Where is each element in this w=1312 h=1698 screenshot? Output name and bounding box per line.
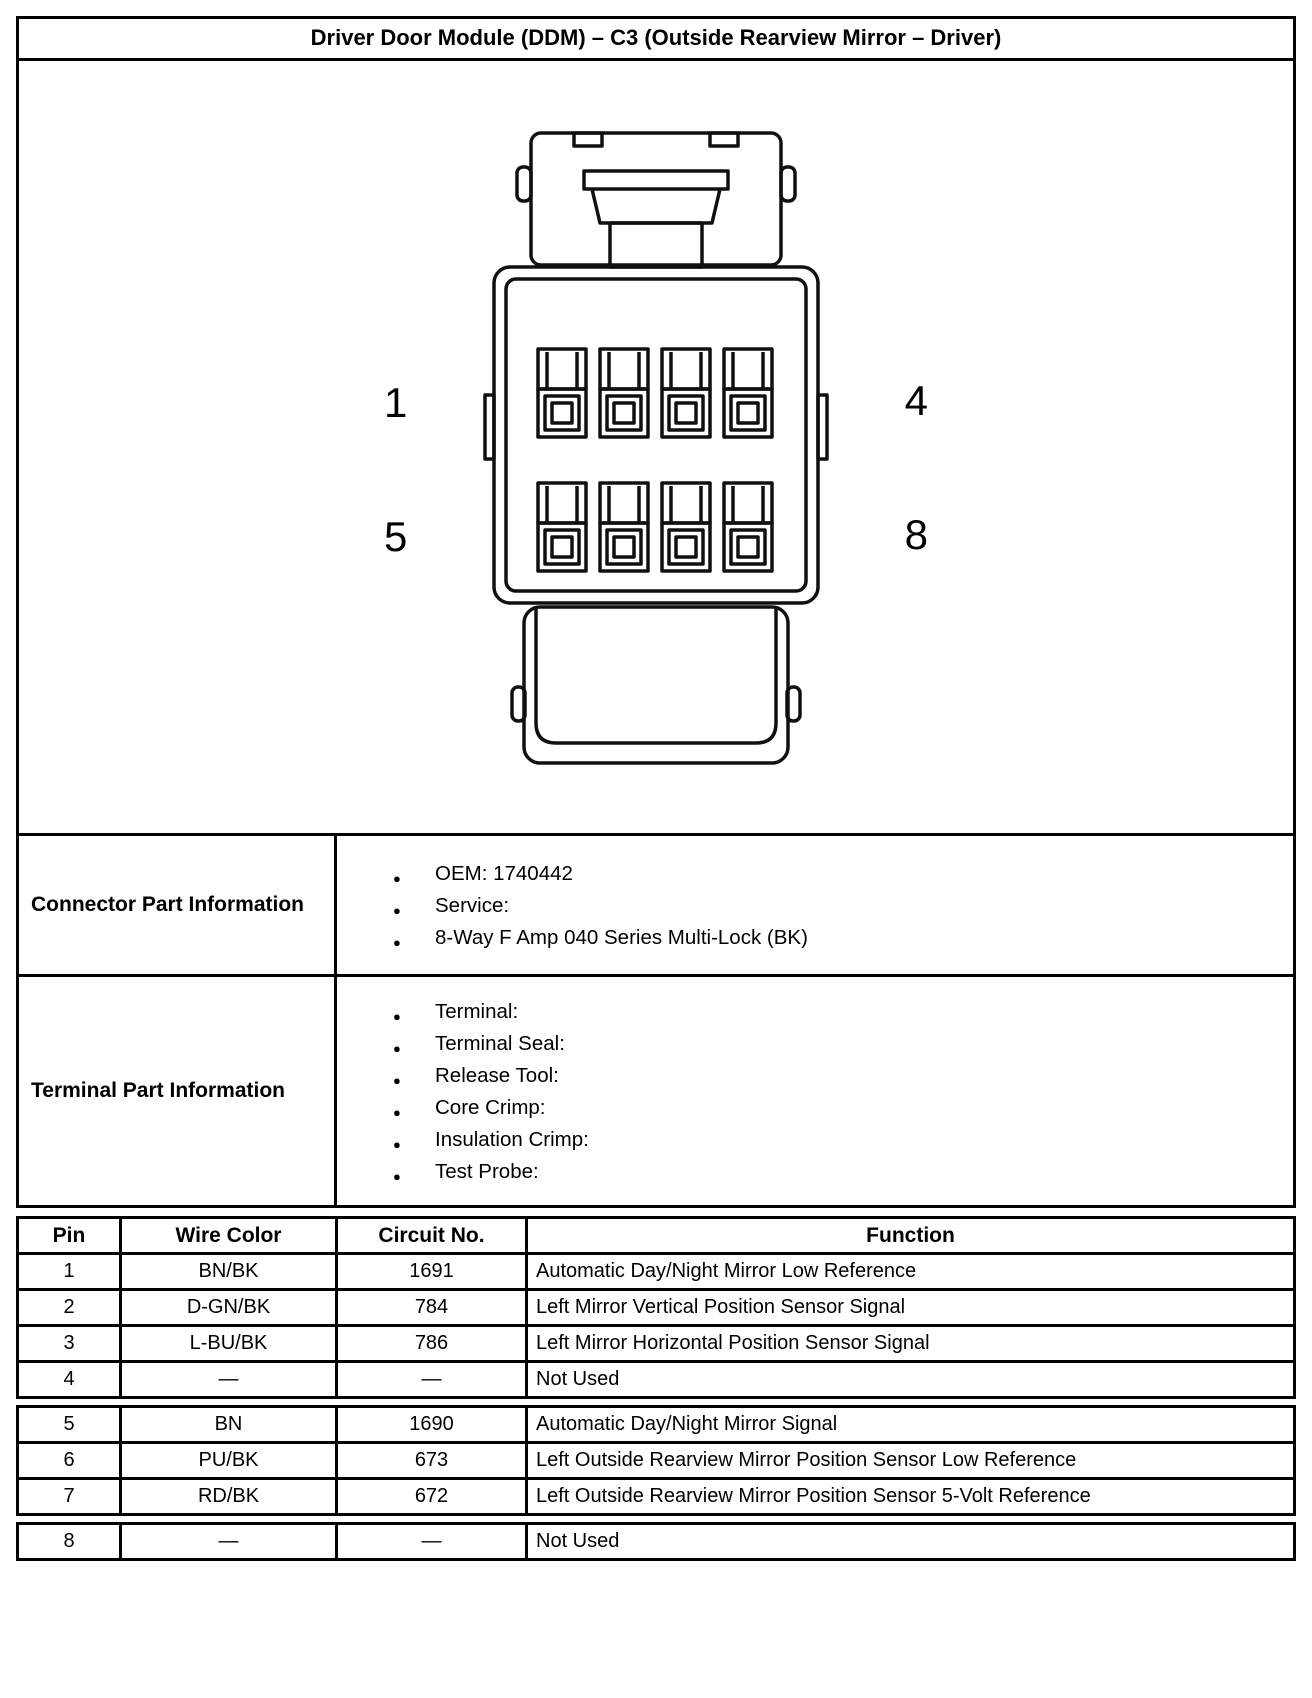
pin-label-1: 1 — [384, 379, 408, 426]
pin-cell: 4 — [18, 1362, 121, 1398]
part-information-table — [16, 833, 1296, 1208]
table-row — [18, 1326, 1295, 1362]
wire-color-cell: BN/BK — [121, 1254, 337, 1290]
list-item: ● Test Probe: — [435, 1159, 1286, 1184]
terminal-part-info-row — [18, 976, 1295, 1207]
function-cell: Left Mirror Vertical Position Sensor Signal — [527, 1290, 1295, 1326]
page-content — [16, 16, 1296, 1561]
table-row — [18, 1290, 1295, 1326]
pin-table-group-1 — [16, 1216, 1296, 1399]
circuit-no-cell: 1691 — [337, 1254, 527, 1290]
pin-cell: 6 — [18, 1443, 121, 1479]
pin-label-5: 5 — [384, 513, 408, 560]
list-item: ● Release Tool: — [435, 1063, 1286, 1088]
list-item: ● Terminal: — [435, 999, 1286, 1024]
function-cell: Not Used — [527, 1362, 1295, 1398]
connector-diagram-panel — [16, 58, 1296, 836]
connector-front-view-drawing — [436, 127, 876, 767]
terminal-part-info-list — [338, 999, 1292, 1184]
connector-part-info-row — [18, 835, 1295, 976]
circuit-no-cell: 1690 — [337, 1407, 527, 1443]
column-header-pin: Pin — [18, 1218, 121, 1254]
circuit-no-cell: 786 — [337, 1326, 527, 1362]
list-item: ● Core Crimp: — [435, 1095, 1286, 1120]
terminal-cavities-row-2 — [538, 483, 772, 571]
table-header-row — [18, 1218, 1295, 1254]
wire-color-cell: L-BU/BK — [121, 1326, 337, 1362]
table-row — [18, 1443, 1295, 1479]
list-item: ● Service: — [435, 893, 1286, 918]
column-header-circuit-no: Circuit No. — [337, 1218, 527, 1254]
pin-cell: 1 — [18, 1254, 121, 1290]
table-row — [18, 1362, 1295, 1398]
function-cell: Automatic Day/Night Mirror Signal — [527, 1407, 1295, 1443]
terminal-part-info-content — [336, 976, 1295, 1207]
pin-cell: 3 — [18, 1326, 121, 1362]
connector-boot — [512, 607, 800, 763]
circuit-no-cell: — — [337, 1524, 527, 1560]
connector-part-info-content — [336, 835, 1295, 976]
pin-label-4: 4 — [904, 377, 928, 424]
pin-cell: 2 — [18, 1290, 121, 1326]
function-cell: Automatic Day/Night Mirror Low Reference — [527, 1254, 1295, 1290]
list-item: ● Insulation Crimp: — [435, 1127, 1286, 1152]
circuit-no-cell: — — [337, 1362, 527, 1398]
pin-table-group-3 — [16, 1522, 1296, 1561]
pin-table-group-2 — [16, 1405, 1296, 1516]
page-title: Driver Door Module (DDM) – C3 (Outside Rearview Mirror – Driver) — [16, 16, 1296, 61]
list-item: ● Terminal Seal: — [435, 1031, 1286, 1056]
function-cell: Left Mirror Horizontal Position Sensor Signal — [527, 1326, 1295, 1362]
table-row — [18, 1254, 1295, 1290]
pin-cell: 8 — [18, 1524, 121, 1560]
function-cell: Left Outside Rearview Mirror Position Sensor 5-Volt Reference — [527, 1479, 1295, 1515]
list-item: ● 8-Way F Amp 040 Series Multi-Lock (BK) — [435, 925, 1286, 950]
wire-color-cell: PU/BK — [121, 1443, 337, 1479]
circuit-no-cell: 672 — [337, 1479, 527, 1515]
connector-lock-tower — [517, 133, 795, 267]
table-row — [18, 1479, 1295, 1515]
wire-color-cell: D-GN/BK — [121, 1290, 337, 1326]
wire-color-cell: — — [121, 1524, 337, 1560]
function-cell: Left Outside Rearview Mirror Position Sensor Low Reference — [527, 1443, 1295, 1479]
pin-cell: 7 — [18, 1479, 121, 1515]
pin-label-8: 8 — [904, 511, 928, 558]
table-row — [18, 1407, 1295, 1443]
pin-cell: 5 — [18, 1407, 121, 1443]
connector-part-info-list — [338, 861, 1292, 950]
table-row — [18, 1524, 1295, 1560]
connector-diagram — [376, 127, 936, 767]
column-header-function: Function — [527, 1218, 1295, 1254]
circuit-no-cell: 673 — [337, 1443, 527, 1479]
list-item: ● OEM: 1740442 — [435, 861, 1286, 886]
function-cell: Not Used — [527, 1524, 1295, 1560]
wire-color-cell: RD/BK — [121, 1479, 337, 1515]
connector-part-info-label: Connector Part Information — [18, 835, 336, 976]
terminal-cavities-row-1 — [538, 349, 772, 437]
column-header-wire-color: Wire Color — [121, 1218, 337, 1254]
circuit-no-cell: 784 — [337, 1290, 527, 1326]
terminal-part-info-label: Terminal Part Information — [18, 976, 336, 1207]
wire-color-cell: — — [121, 1362, 337, 1398]
wire-color-cell: BN — [121, 1407, 337, 1443]
